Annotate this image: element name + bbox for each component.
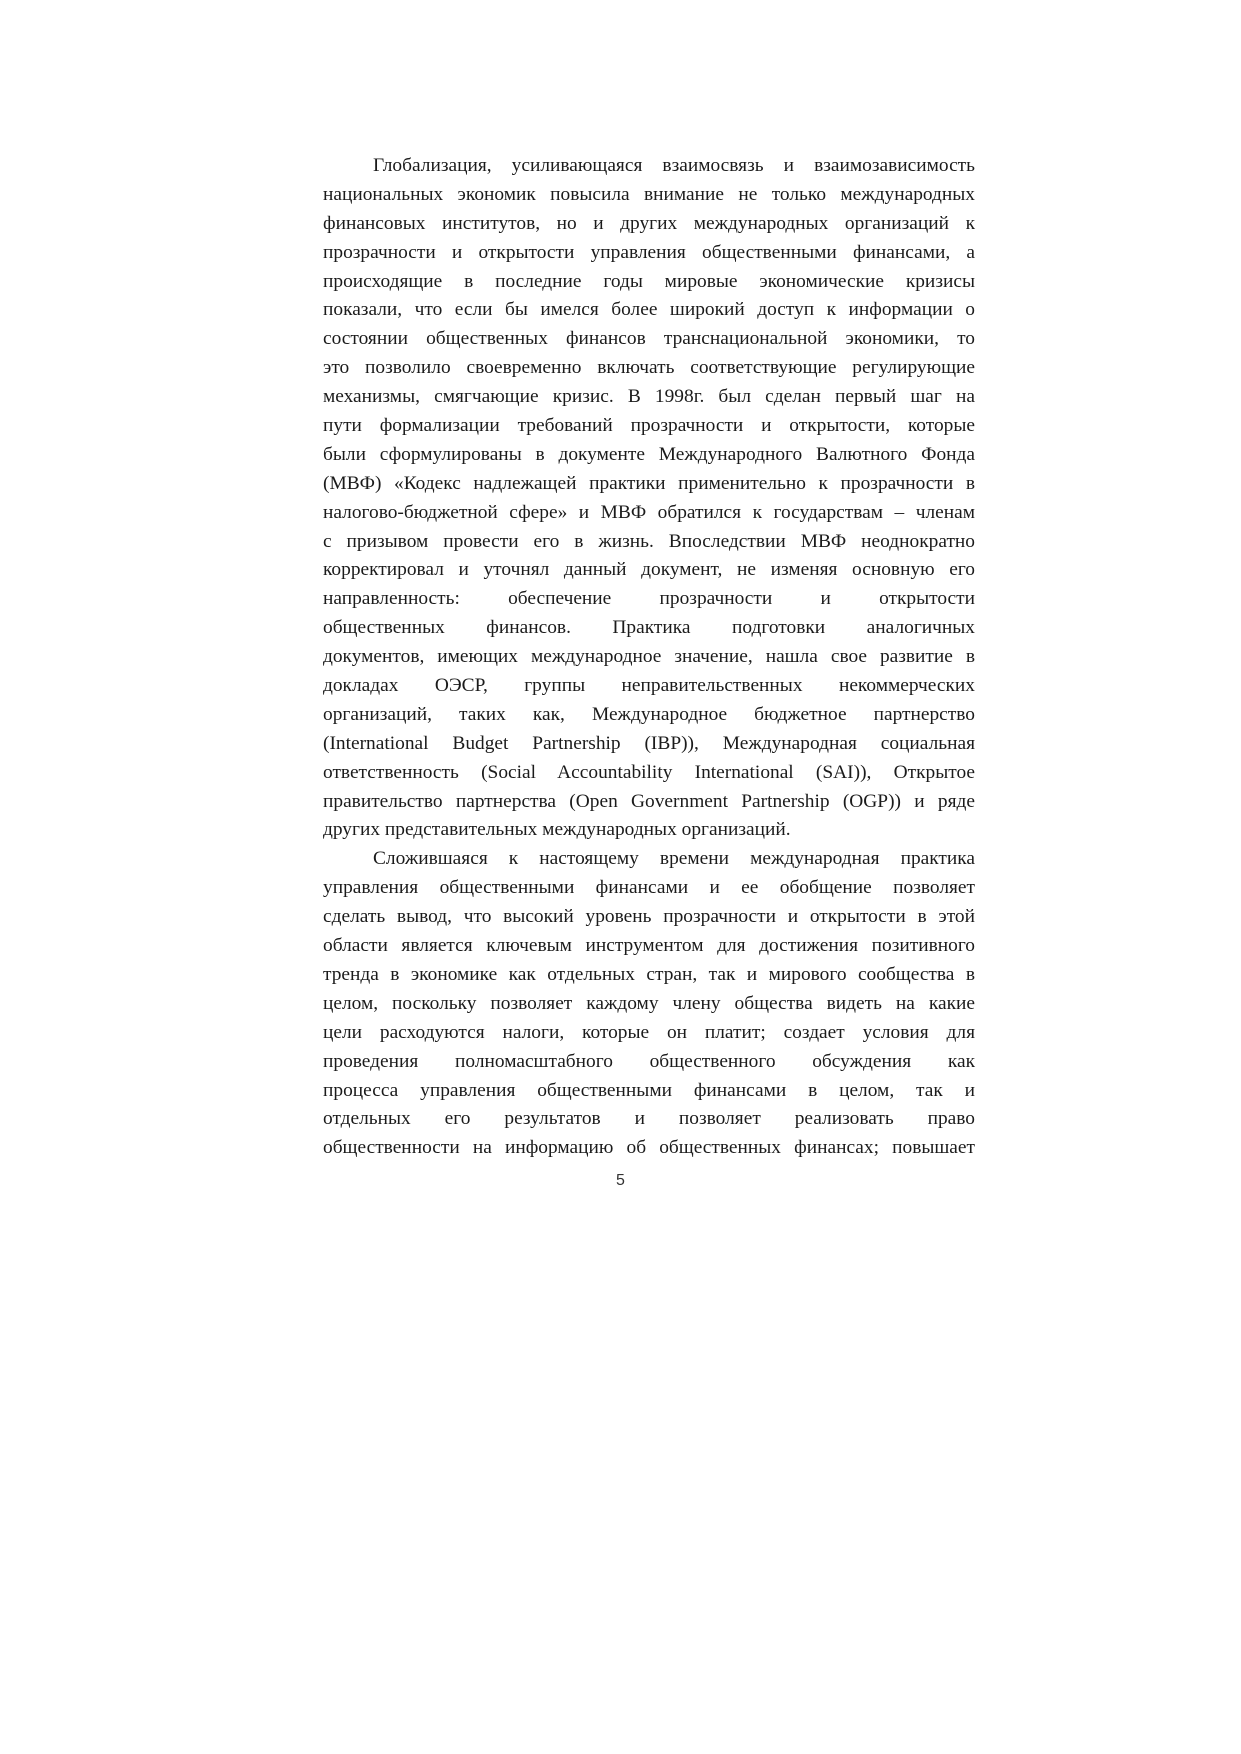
text-line: были сформулированы в документе Международного Валютного Фонда: [323, 443, 975, 465]
text-line: состоянии общественных финансов транснациональной экономики, то: [323, 328, 975, 350]
text-line: целом, поскольку позволяет каждому члену общества видеть на какие: [323, 992, 975, 1014]
text-line: пути формализации требований прозрачности и открытости, которые: [323, 415, 975, 437]
text-line: направленность: обеспечение прозрачности и открытости: [323, 588, 975, 610]
paragraph-1: [323, 152, 975, 845]
text-line: это позволило своевременно включать соответствующие регулирующие: [323, 357, 975, 379]
text-line: других представительных международных организаций.: [323, 819, 791, 841]
text-line: организаций, таких как, Международное бюджетное партнерство: [323, 703, 975, 725]
text-line: показали, что если бы имелся более широкий доступ к информации о: [323, 299, 975, 321]
text-line: механизмы, смягчающие кризис. В 1998г. был сделан первый шаг на: [323, 386, 975, 408]
text-line: сделать вывод, что высокий уровень прозрачности и открытости в этой: [323, 906, 975, 928]
paragraph-2: [323, 845, 975, 1163]
text-line: финансовых институтов, но и других международных организаций к: [323, 212, 975, 234]
text-line: Сложившаяся к настоящему времени международная практика: [373, 848, 975, 870]
text-line: общественных финансов. Практика подготовки аналогичных: [323, 617, 975, 639]
text-line: прозрачности и открытости управления общественными финансами, а: [323, 241, 975, 263]
text-line: области является ключевым инструментом для достижения позитивного: [323, 935, 975, 957]
page-number: 5: [616, 1172, 625, 1189]
text-line: тренда в экономике как отдельных стран, так и мирового сообщества в: [323, 963, 975, 985]
text-line: ответственность (Social Accountability International (SAI)), Открытое: [323, 761, 975, 783]
text-line: отдельных его результатов и позволяет реализовать право: [323, 1108, 975, 1130]
text-line: происходящие в последние годы мировые экономические кризисы: [323, 270, 975, 292]
text-line: налогово-бюджетной сфере» и МВФ обратился к государствам – членам: [323, 501, 975, 523]
text-line: документов, имеющих международное значение, нашла свое развитие в: [323, 646, 975, 668]
text-line: корректировал и уточнял данный документ, не изменяя основную его: [323, 559, 975, 581]
text-line: с призывом провести его в жизнь. Впоследствии МВФ неоднократно: [323, 530, 975, 552]
text-line: (МВФ) «Кодекс надлежащей практики применительно к прозрачности в: [323, 472, 975, 494]
text-line: проведения полномасштабного общественного обсуждения как: [323, 1050, 975, 1072]
text-line: (International Budget Partnership (IBP)), Международная социальная: [323, 732, 975, 754]
body-text: [323, 152, 975, 1163]
text-line: докладах ОЭСР, группы неправительственных некоммерческих: [323, 675, 975, 697]
text-line: управления общественными финансами и ее обобщение позволяет: [323, 877, 975, 899]
text-line: Глобализация, усиливающаяся взаимосвязь и взаимозависимость: [373, 155, 975, 176]
text-line: правительство партнерства (Open Government Partnership (OGP)) и ряде: [323, 790, 975, 812]
text-line: общественности на информацию об общественных финансах; повышает: [323, 1137, 975, 1159]
text-line: национальных экономик повысила внимание не только международных: [323, 183, 975, 205]
text-line: цели расходуются налоги, которые он платит; создает условия для: [323, 1021, 975, 1043]
text-line: процесса управления общественными финансами в целом, так и: [323, 1079, 975, 1101]
